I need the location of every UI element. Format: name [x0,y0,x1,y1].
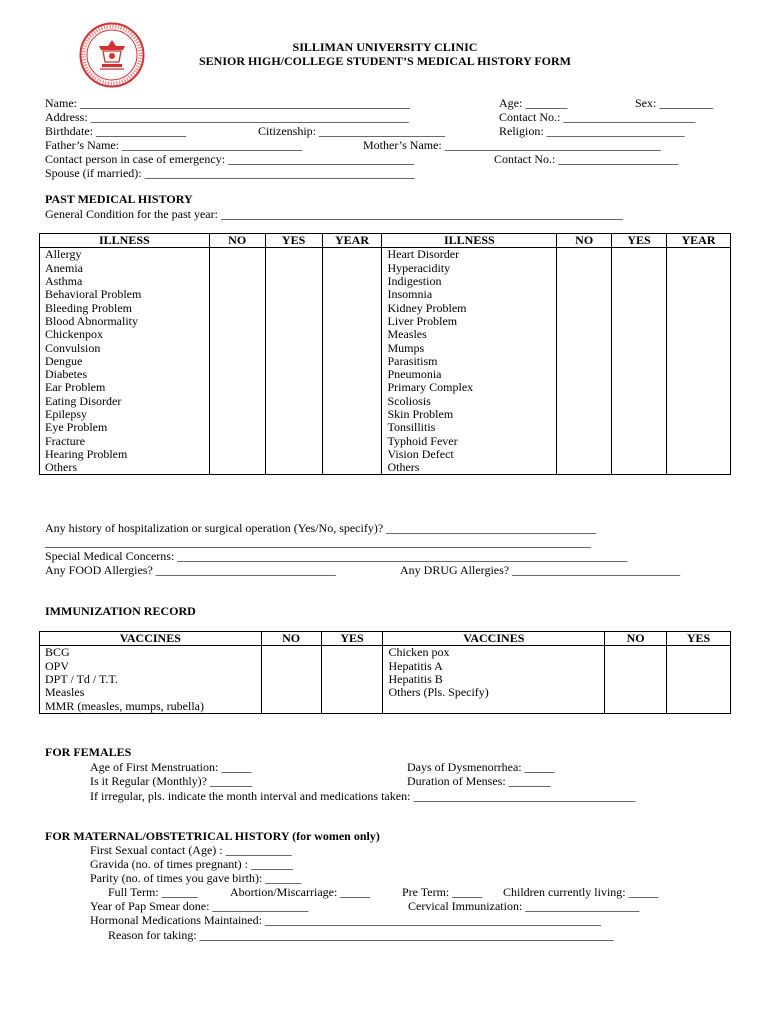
vaccine-name: DPT / Td / T.T. [40,673,262,686]
col-illness: ILLNESS [382,234,557,248]
father-name-field[interactable]: Father’s Name: ______________________________ [45,138,303,152]
no-checkbox[interactable] [557,328,612,341]
year-cell[interactable] [667,368,731,381]
year-cell[interactable] [667,434,731,447]
illness-name: Measles [382,328,557,341]
yes-checkbox[interactable] [612,288,667,301]
yes-checkbox[interactable] [265,368,322,381]
col-no: NO [209,234,265,248]
first-menstruation-field[interactable]: Age of First Menstruation: _____ [90,760,252,774]
col-yes: YES [321,632,383,646]
col-vaccines: VACCINES [40,632,262,646]
hormonal-medications-field[interactable]: Hormonal Medications Maintained: ________________________________________________________ [90,913,601,927]
no-checkbox[interactable] [557,355,612,368]
year-cell[interactable] [322,368,382,381]
menses-duration-field[interactable]: Duration of Menses: _______ [407,774,551,788]
year-cell[interactable] [667,275,731,288]
vaccine-table [39,631,731,714]
yes-checkbox[interactable] [612,315,667,328]
col-no: NO [605,632,667,646]
illness-name: Epilepsy [40,408,210,421]
table-row [40,699,731,713]
illness-name: Heart Disorder [382,248,557,262]
hospitalization-field-line2[interactable]: ___________________________________________________________________________________________ [45,535,591,549]
vaccine-name: Measles [40,686,262,699]
general-condition-field[interactable]: General Condition for the past year: ___________________________________________________________________ [45,207,623,221]
year-cell[interactable] [322,434,382,447]
yes-checkbox[interactable] [265,434,322,447]
year-cell[interactable] [322,355,382,368]
table-row [40,368,731,381]
special-concerns-field[interactable]: Special Medical Concerns: ___________________________________________________________________________ [45,549,628,563]
table-row [40,646,731,660]
table-row [40,434,731,447]
year-cell[interactable] [667,288,731,301]
no-checkbox[interactable] [557,461,612,475]
age-field[interactable]: Age: _______ [499,96,568,110]
emergency-contact-no-field[interactable]: Contact No.: ____________________ [494,152,679,166]
no-checkbox[interactable] [605,660,667,673]
vaccine-name: MMR (measles, mumps, rubella) [40,699,262,713]
no-checkbox[interactable] [209,248,265,262]
cervical-immunization-field[interactable]: Cervical Immunization: ___________________ [408,899,640,913]
illness-name: Vision Defect [382,448,557,461]
table-row [40,248,731,262]
pap-smear-field[interactable]: Year of Pap Smear done: ________________ [90,899,309,913]
yes-checkbox[interactable] [612,408,667,421]
yes-checkbox[interactable] [321,673,383,686]
no-checkbox[interactable] [209,368,265,381]
illness-name: Liver Problem [382,315,557,328]
col-illness: ILLNESS [40,234,210,248]
no-checkbox[interactable] [557,248,612,262]
dysmenorrhea-field[interactable]: Days of Dysmenorrhea: _____ [407,760,555,774]
no-checkbox[interactable] [209,275,265,288]
yes-checkbox[interactable] [667,660,731,673]
illness-header-row [40,234,731,248]
no-checkbox[interactable] [557,395,612,408]
yes-checkbox[interactable] [612,262,667,275]
illness-name: Skin Problem [382,408,557,421]
yes-checkbox[interactable] [265,395,322,408]
illness-name: Kidney Problem [382,301,557,314]
year-cell[interactable] [322,328,382,341]
year-cell[interactable] [322,395,382,408]
yes-checkbox[interactable] [612,368,667,381]
no-checkbox[interactable] [261,660,321,673]
no-checkbox[interactable] [261,646,321,660]
yes-checkbox[interactable] [612,355,667,368]
abortion-field[interactable]: Abortion/Miscarriage: _____ [230,885,371,899]
sex-field[interactable]: Sex: _________ [635,96,714,110]
illness-name: Indigestion [382,275,557,288]
yes-checkbox[interactable] [612,301,667,314]
immunization-heading: IMMUNIZATION RECORD [45,604,196,618]
table-row [40,315,731,328]
no-checkbox[interactable] [557,301,612,314]
col-yes: YES [667,632,731,646]
illness-name: Others [40,461,210,475]
no-checkbox[interactable] [557,315,612,328]
religion-field[interactable]: Religion: _______________________ [499,124,685,138]
regular-field[interactable]: Is it Regular (Monthly)? _______ [90,774,252,788]
irregular-field[interactable]: If irregular, pls. indicate the month interval and medications taken: _____________________________________ [90,789,636,803]
no-checkbox[interactable] [557,434,612,447]
contact-no-field[interactable]: Contact No.: ______________________ [499,110,696,124]
yes-checkbox[interactable] [321,686,383,699]
vaccine-name: Hepatitis B [383,673,605,686]
illness-name: Others [382,461,557,475]
table-row [40,355,731,368]
hospitalization-field[interactable]: Any history of hospitalization or surgical operation (Yes/No, specify)? ___________________________________ [45,521,597,535]
no-checkbox[interactable] [209,262,265,275]
illness-name: Scoliosis [382,395,557,408]
year-cell[interactable] [667,408,731,421]
name-field[interactable]: Name: _______________________________________________________ [45,96,410,110]
year-cell[interactable] [322,288,382,301]
no-checkbox[interactable] [209,328,265,341]
yes-checkbox[interactable] [265,381,322,394]
table-row [40,262,731,275]
no-checkbox[interactable] [209,315,265,328]
yes-checkbox[interactable] [612,381,667,394]
yes-checkbox[interactable] [612,248,667,262]
no-checkbox[interactable] [209,408,265,421]
yes-checkbox[interactable] [667,699,731,713]
yes-checkbox[interactable] [265,275,322,288]
illness-name: Anemia [40,262,210,275]
col-yes: YES [265,234,322,248]
birthdate-field[interactable]: Birthdate: _______________ [45,124,186,138]
table-row [40,288,731,301]
yes-checkbox[interactable] [265,448,322,461]
year-cell[interactable] [667,315,731,328]
no-checkbox[interactable] [209,461,265,475]
yes-checkbox[interactable] [321,660,383,673]
year-cell[interactable] [667,262,731,275]
no-checkbox[interactable] [605,686,667,699]
gravida-field[interactable]: Gravida (no. of times pregnant) : _______ [90,857,293,871]
parity-field[interactable]: Parity (no. of times you gave birth): ______ [90,871,302,885]
table-row [40,381,731,394]
no-checkbox[interactable] [209,301,265,314]
table-row [40,421,731,434]
yes-checkbox[interactable] [265,301,322,314]
illness-name: Typhoid Fever [382,434,557,447]
yes-checkbox[interactable] [667,646,731,660]
past-history-heading: PAST MEDICAL HISTORY [45,192,193,206]
year-cell[interactable] [667,301,731,314]
table-row [40,301,731,314]
year-cell[interactable] [667,381,731,394]
yes-checkbox[interactable] [612,421,667,434]
yes-checkbox[interactable] [265,408,322,421]
yes-checkbox[interactable] [612,341,667,354]
no-checkbox[interactable] [261,673,321,686]
year-cell[interactable] [322,315,382,328]
table-row [40,448,731,461]
illness-name: Ear Problem [40,381,210,394]
table-row [40,660,731,673]
no-checkbox[interactable] [557,448,612,461]
col-no: NO [557,234,612,248]
reason-for-taking-field[interactable]: Reason for taking: _____________________________________________________________________ [108,928,614,942]
illness-name: Asthma [40,275,210,288]
yes-checkbox[interactable] [612,448,667,461]
no-checkbox[interactable] [209,341,265,354]
no-checkbox[interactable] [209,355,265,368]
full-term-field[interactable]: Full Term: ______ [108,885,198,899]
year-cell[interactable] [322,262,382,275]
illness-name: Fracture [40,434,210,447]
illness-name: Chickenpox [40,328,210,341]
col-vaccines: VACCINES [383,632,605,646]
illness-name: Mumps [382,341,557,354]
no-checkbox[interactable] [557,262,612,275]
yes-checkbox[interactable] [612,434,667,447]
year-cell[interactable] [322,275,382,288]
col-year: YEAR [322,234,382,248]
year-cell[interactable] [322,341,382,354]
first-sexual-contact-field[interactable]: First Sexual contact (Age) : ___________ [90,843,292,857]
yes-checkbox[interactable] [265,341,322,354]
yes-checkbox[interactable] [612,395,667,408]
yes-checkbox[interactable] [667,673,731,686]
children-living-field[interactable]: Children currently living: _____ [503,885,659,899]
yes-checkbox[interactable] [265,315,322,328]
no-checkbox[interactable] [209,288,265,301]
year-cell[interactable] [667,341,731,354]
yes-checkbox[interactable] [321,646,383,660]
no-checkbox[interactable] [557,368,612,381]
illness-name: Allergy [40,248,210,262]
no-checkbox[interactable] [557,421,612,434]
illness-name: Tonsillitis [382,421,557,434]
col-yes: YES [612,234,667,248]
table-row [40,341,731,354]
table-row [40,275,731,288]
illness-name: Convulsion [40,341,210,354]
no-checkbox[interactable] [557,275,612,288]
table-row [40,686,731,699]
year-cell[interactable] [667,328,731,341]
year-cell[interactable] [322,421,382,434]
no-checkbox[interactable] [557,381,612,394]
no-checkbox[interactable] [557,408,612,421]
mother-name-field[interactable]: Mother’s Name: ____________________________________ [363,138,661,152]
spouse-field[interactable]: Spouse (if married): _____________________________________________ [45,166,415,180]
illness-name: Hyperacidity [382,262,557,275]
year-cell[interactable] [667,355,731,368]
year-cell[interactable] [322,408,382,421]
year-cell[interactable] [667,248,731,262]
table-row [40,673,731,686]
vaccine-header-row [40,632,731,646]
illness-table [39,233,731,475]
illness-name: Insomnia [382,288,557,301]
illness-name: Hearing Problem [40,448,210,461]
yes-checkbox[interactable] [612,275,667,288]
yes-checkbox[interactable] [265,355,322,368]
no-checkbox[interactable] [209,381,265,394]
females-heading: FOR FEMALES [45,745,132,759]
no-checkbox[interactable] [209,434,265,447]
year-cell[interactable] [322,461,382,475]
no-checkbox[interactable] [209,448,265,461]
address-field[interactable]: Address: _____________________________________________________ [45,110,409,124]
illness-name: Blood Abnormality [40,315,210,328]
no-checkbox[interactable] [605,699,667,713]
illness-name: Behavioral Problem [40,288,210,301]
vaccine-name [383,699,605,713]
year-cell[interactable] [667,421,731,434]
no-checkbox[interactable] [557,341,612,354]
emergency-contact-person-field[interactable]: Contact person in case of emergency: _______________________________ [45,152,415,166]
illness-name: Dengue [40,355,210,368]
citizenship-field[interactable]: Citizenship: _____________________ [258,124,445,138]
form-subtitle: SENIOR HIGH/COLLEGE STUDENT’S MEDICAL HISTORY FORM [199,54,571,68]
yes-checkbox[interactable] [321,699,383,713]
year-cell[interactable] [667,395,731,408]
table-row [40,395,731,408]
no-checkbox[interactable] [261,699,321,713]
year-cell[interactable] [322,448,382,461]
illness-name: Bleeding Problem [40,301,210,314]
no-checkbox[interactable] [261,686,321,699]
pre-term-field[interactable]: Pre Term: _____ [402,885,483,899]
table-row [40,328,731,341]
year-cell[interactable] [667,448,731,461]
year-cell[interactable] [322,301,382,314]
yes-checkbox[interactable] [265,461,322,475]
yes-checkbox[interactable] [265,288,322,301]
table-row [40,461,731,475]
yes-checkbox[interactable] [667,686,731,699]
yes-checkbox[interactable] [265,248,322,262]
yes-checkbox[interactable] [612,461,667,475]
year-cell[interactable] [322,248,382,262]
illness-name: Pneumonia [382,368,557,381]
yes-checkbox[interactable] [265,262,322,275]
table-row [40,408,731,421]
maternal-heading: FOR MATERNAL/OBSTETRICAL HISTORY (for women only) [45,829,380,843]
vaccine-name: Others (Pls. Specify) [383,686,605,699]
vaccine-name: OPV [40,660,262,673]
col-year: YEAR [667,234,731,248]
no-checkbox[interactable] [209,395,265,408]
food-allergies-field[interactable]: Any FOOD Allergies? ______________________________ [45,563,336,577]
year-cell[interactable] [667,461,731,475]
illness-name: Parasitism [382,355,557,368]
illness-name: Primary Complex [382,381,557,394]
yes-checkbox[interactable] [612,328,667,341]
illness-name: Eye Problem [40,421,210,434]
drug-allergies-field[interactable]: Any DRUG Allergies? ____________________________ [400,563,681,577]
no-checkbox[interactable] [209,421,265,434]
col-no: NO [261,632,321,646]
illness-name: Diabetes [40,368,210,381]
yes-checkbox[interactable] [265,328,322,341]
illness-name: Eating Disorder [40,395,210,408]
no-checkbox[interactable] [557,288,612,301]
vaccine-name: Hepatitis A [383,660,605,673]
year-cell[interactable] [322,381,382,394]
no-checkbox[interactable] [605,646,667,660]
no-checkbox[interactable] [605,673,667,686]
vaccine-name: Chicken pox [383,646,605,660]
vaccine-name: BCG [40,646,262,660]
yes-checkbox[interactable] [265,421,322,434]
form-title: SILLIMAN UNIVERSITY CLINIC [292,40,478,54]
